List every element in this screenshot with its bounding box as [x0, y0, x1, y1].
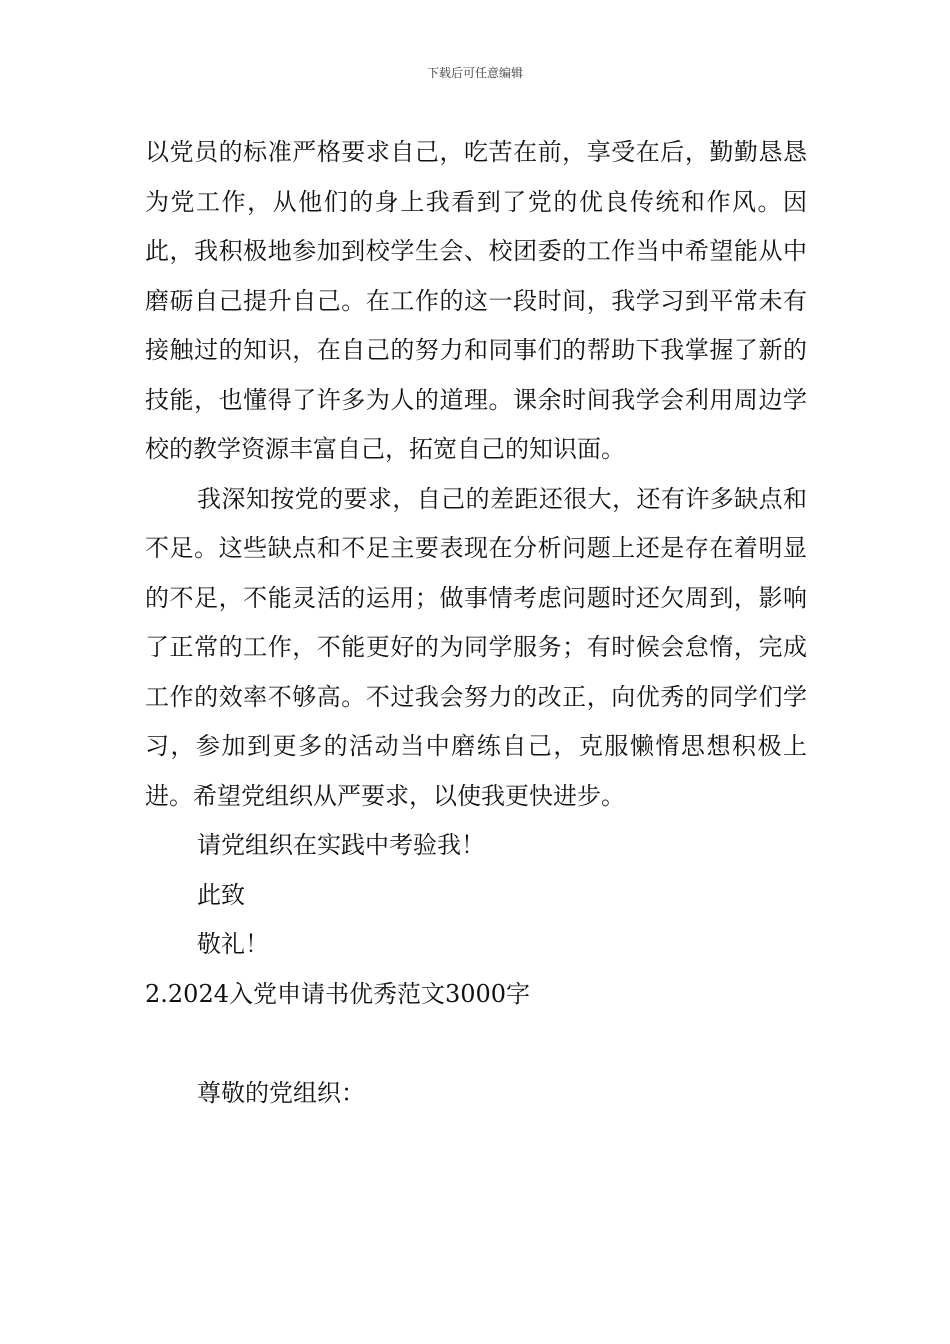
closing-salute-ci-zhi: 此致 — [197, 880, 245, 909]
greeting-line: 尊敬的党组织： — [197, 1078, 365, 1107]
body-paragraph-1: 以党员的标准严格要求自己，吃苦在前，享受在后，勤勤恳恳为党工作，从他们的身上我看到了党的优良传统和作风。因此，我积极地参加到校学生会、校团委的工作当中希望能从中磨砺自己提升自己。在工作的这一段时间，我学习到平常未有接触过的知识，在自己的努力和同事们的帮助下我掌握了新的技能，也懂得了许多为人的道理。课余时间我学会利用周边学校的教学资源丰富自己，拓宽自己的知识面。 — [145, 138, 807, 463]
closing-salute-jing-li: 敬礼！ — [197, 930, 269, 958]
body-paragraph-2: 我深知按党的要求，自己的差距还很大，还有许多缺点和不足。这些缺点和不足主要表现在分析问题上还是存在着明显的不足，不能灵活的运用；做事情考虑问题时还欠周到，影响了正常的工作，不能更好的为同学服务；有时候会怠惰，完成工作的效率不够高。不过我会努力的改正，向优秀的同学们学习，参加到更多的活动当中磨练自己，克服懒惰思想积极上进。希望党组织从严要求，以使我更快进步。 — [145, 484, 807, 810]
page-header: 下载后可任意编辑 — [426, 66, 523, 80]
section-heading: 2.2024入党申请书优秀范文3000字 — [145, 979, 531, 1008]
document-body — [145, 128, 807, 1118]
blank-line — [145, 1019, 807, 1069]
closing-request: 请党组织在实践中考验我！ — [197, 831, 485, 859]
